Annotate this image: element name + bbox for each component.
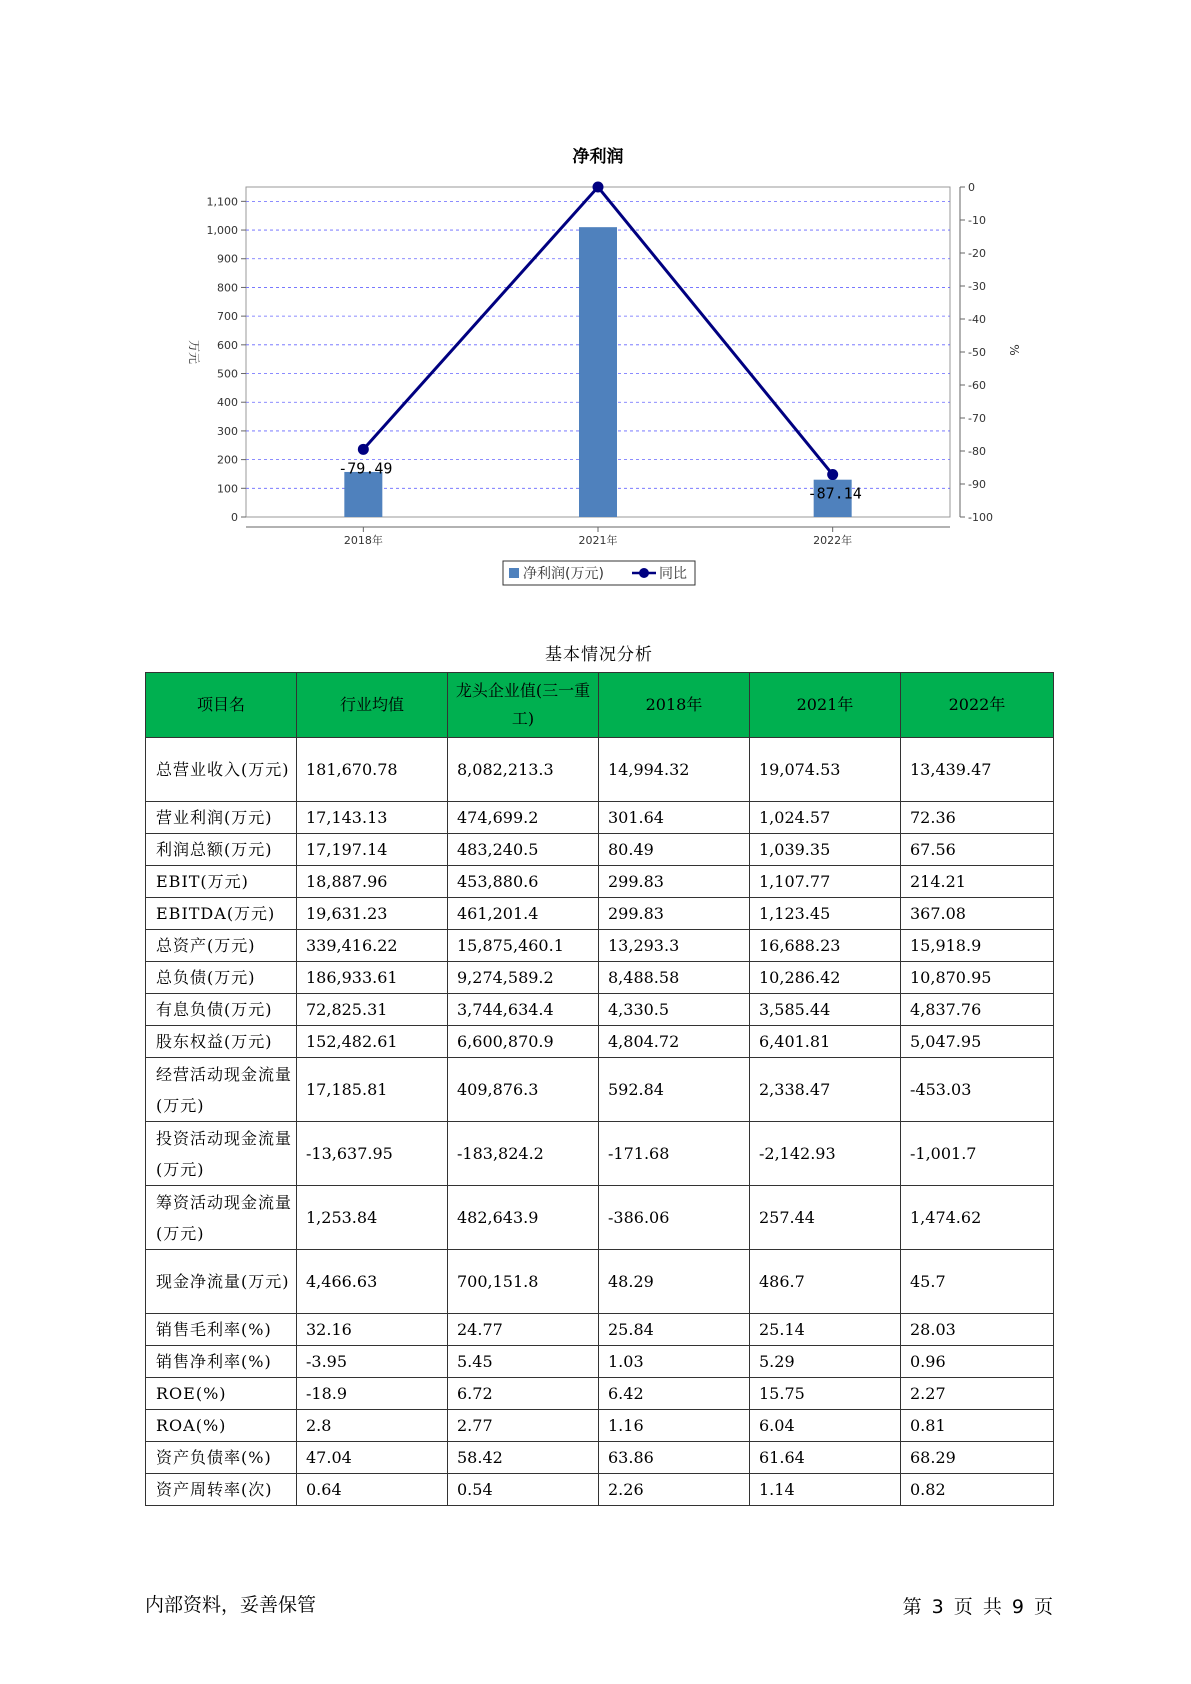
row-name-cell: 有息负债(万元) xyxy=(146,994,297,1026)
row-name-cell: 总营业收入(万元) xyxy=(146,738,297,802)
right-tick-label: -70 xyxy=(968,412,986,425)
value-cell: 1.03 xyxy=(599,1346,750,1378)
value-cell: 10,870.95 xyxy=(901,962,1054,994)
header-leader-value: 龙头企业值(三一重工) xyxy=(448,673,599,738)
value-cell: 4,466.63 xyxy=(297,1250,448,1314)
left-tick-label: 800 xyxy=(217,281,238,295)
value-cell: 1,024.57 xyxy=(750,802,901,834)
value-cell: 4,804.72 xyxy=(599,1026,750,1058)
chart-canvas xyxy=(0,0,1191,600)
value-cell: 28.03 xyxy=(901,1314,1054,1346)
value-cell: 257.44 xyxy=(750,1186,901,1250)
table-row xyxy=(146,898,1054,930)
value-cell: 25.84 xyxy=(599,1314,750,1346)
value-cell: 5.45 xyxy=(448,1346,599,1378)
value-cell: 9,274,589.2 xyxy=(448,962,599,994)
row-name-cell: 营业利润(万元) xyxy=(146,802,297,834)
value-cell: 339,416.22 xyxy=(297,930,448,962)
value-cell: 6.72 xyxy=(448,1378,599,1410)
value-cell: 299.83 xyxy=(599,898,750,930)
value-cell: 3,744,634.4 xyxy=(448,994,599,1026)
yoy-point xyxy=(827,469,838,480)
row-name-cell: 股东权益(万元) xyxy=(146,1026,297,1058)
value-cell: -453.03 xyxy=(901,1058,1054,1122)
value-cell: 18,887.96 xyxy=(297,866,448,898)
right-tick-label: -80 xyxy=(968,445,986,458)
left-tick-label: 0 xyxy=(231,511,238,524)
value-cell: 2.27 xyxy=(901,1378,1054,1410)
row-name-cell: 销售毛利率(%) xyxy=(146,1314,297,1346)
value-cell: -2,142.93 xyxy=(750,1122,901,1186)
table-row xyxy=(146,1026,1054,1058)
row-name-cell: 资产周转率(次) xyxy=(146,1474,297,1506)
table-row xyxy=(146,930,1054,962)
value-cell: 17,197.14 xyxy=(297,834,448,866)
value-cell: 592.84 xyxy=(599,1058,750,1122)
footer-confidential-note: 内部资料，妥善保管 xyxy=(145,1594,317,1616)
value-cell: 14,994.32 xyxy=(599,738,750,802)
value-cell: 482,643.9 xyxy=(448,1186,599,1250)
value-cell: 1,474.62 xyxy=(901,1186,1054,1250)
value-cell: 8,082,213.3 xyxy=(448,738,599,802)
value-cell: 47.04 xyxy=(297,1442,448,1474)
legend-bar-label: 净利润(万元) xyxy=(523,566,604,582)
header-2022: 2022年 xyxy=(901,673,1054,738)
value-cell: 19,074.53 xyxy=(750,738,901,802)
value-cell: 367.08 xyxy=(901,898,1054,930)
row-name-cell: 总负债(万元) xyxy=(146,962,297,994)
value-cell: 13,293.3 xyxy=(599,930,750,962)
table-row xyxy=(146,1346,1054,1378)
header-industry-avg: 行业均值 xyxy=(297,673,448,738)
value-cell: 152,482.61 xyxy=(297,1026,448,1058)
table-caption: 基本情况分析 xyxy=(545,645,653,665)
legend-line-marker xyxy=(639,568,649,578)
value-cell: 301.64 xyxy=(599,802,750,834)
table-row xyxy=(146,1442,1054,1474)
value-cell: 6,600,870.9 xyxy=(448,1026,599,1058)
value-cell: 461,201.4 xyxy=(448,898,599,930)
table-row xyxy=(146,802,1054,834)
left-tick-label: 1,100 xyxy=(206,195,238,209)
value-cell: 17,185.81 xyxy=(297,1058,448,1122)
value-cell: 486.7 xyxy=(750,1250,901,1314)
value-cell: 1,123.45 xyxy=(750,898,901,930)
value-cell: -386.06 xyxy=(599,1186,750,1250)
right-tick-label: 0 xyxy=(968,181,975,194)
value-cell: 1,107.77 xyxy=(750,866,901,898)
value-cell: 2.77 xyxy=(448,1410,599,1442)
right-tick-label: -90 xyxy=(968,478,986,491)
value-cell: -13,637.95 xyxy=(297,1122,448,1186)
header-item-name: 项目名 xyxy=(146,673,297,738)
right-tick-label: -30 xyxy=(968,280,986,293)
value-cell: 2,338.47 xyxy=(750,1058,901,1122)
value-cell: 0.64 xyxy=(297,1474,448,1506)
right-tick-label: -10 xyxy=(968,214,986,227)
table-row xyxy=(146,834,1054,866)
value-cell: 0.81 xyxy=(901,1410,1054,1442)
value-cell: 409,876.3 xyxy=(448,1058,599,1122)
value-cell: 1.16 xyxy=(599,1410,750,1442)
table-row xyxy=(146,1122,1054,1186)
value-cell: 15.75 xyxy=(750,1378,901,1410)
right-tick-label: -50 xyxy=(968,346,986,359)
value-cell: 1,253.84 xyxy=(297,1186,448,1250)
value-cell: 181,670.78 xyxy=(297,738,448,802)
left-tick-label: 1,000 xyxy=(206,224,238,238)
value-cell: 6,401.81 xyxy=(750,1026,901,1058)
x-tick-label: 2022年 xyxy=(813,534,853,547)
row-name-cell: 资产负债率(%) xyxy=(146,1442,297,1474)
table-row xyxy=(146,1474,1054,1506)
y-axis-title: 万元 xyxy=(187,339,201,365)
yoy-point xyxy=(358,444,369,455)
header-2021: 2021年 xyxy=(750,673,901,738)
left-tick-label: 300 xyxy=(217,424,238,438)
table-header-row xyxy=(146,673,1054,738)
table-row xyxy=(146,1186,1054,1250)
row-name-cell: EBIT(万元) xyxy=(146,866,297,898)
value-cell: 32.16 xyxy=(297,1314,448,1346)
value-cell: 0.82 xyxy=(901,1474,1054,1506)
table-row xyxy=(146,962,1054,994)
value-cell: -3.95 xyxy=(297,1346,448,1378)
bar xyxy=(344,472,382,517)
row-name-cell: 总资产(万元) xyxy=(146,930,297,962)
value-cell: 6.04 xyxy=(750,1410,901,1442)
table-row xyxy=(146,1314,1054,1346)
value-cell: 2.8 xyxy=(297,1410,448,1442)
y2-axis-title: % xyxy=(1007,344,1021,356)
value-cell: 3,585.44 xyxy=(750,994,901,1026)
legend-bar-swatch xyxy=(509,568,519,578)
yoy-point xyxy=(593,182,604,193)
value-cell: 5.29 xyxy=(750,1346,901,1378)
value-cell: 25.14 xyxy=(750,1314,901,1346)
value-cell: 2.26 xyxy=(599,1474,750,1506)
left-tick-label: 500 xyxy=(217,367,238,381)
value-cell: 1.14 xyxy=(750,1474,901,1506)
data-label: -79.49 xyxy=(338,459,393,478)
value-cell: 453,880.6 xyxy=(448,866,599,898)
right-tick-label: -40 xyxy=(968,313,986,326)
header-2018: 2018年 xyxy=(599,673,750,738)
value-cell: 24.77 xyxy=(448,1314,599,1346)
table-row xyxy=(146,994,1054,1026)
value-cell: 8,488.58 xyxy=(599,962,750,994)
bar xyxy=(579,227,617,517)
value-cell: 17,143.13 xyxy=(297,802,448,834)
left-tick-label: 700 xyxy=(217,310,238,324)
value-cell: 15,918.9 xyxy=(901,930,1054,962)
value-cell: 67.56 xyxy=(901,834,1054,866)
basic-analysis-table xyxy=(145,672,1054,1506)
value-cell: 1,039.35 xyxy=(750,834,901,866)
value-cell: 4,837.76 xyxy=(901,994,1054,1026)
row-name-cell: 销售净利率(%) xyxy=(146,1346,297,1378)
table-row xyxy=(146,1378,1054,1410)
row-name-cell: 利润总额(万元) xyxy=(146,834,297,866)
row-name-cell: 投资活动现金流量(万元) xyxy=(146,1122,297,1186)
row-name-cell: 经营活动现金流量(万元) xyxy=(146,1058,297,1122)
table-row xyxy=(146,1410,1054,1442)
data-label: -87.14 xyxy=(807,484,862,503)
value-cell: 63.86 xyxy=(599,1442,750,1474)
left-tick-label: 900 xyxy=(217,252,238,266)
value-cell: 0.96 xyxy=(901,1346,1054,1378)
value-cell: -1,001.7 xyxy=(901,1122,1054,1186)
value-cell: 72,825.31 xyxy=(297,994,448,1026)
value-cell: 68.29 xyxy=(901,1442,1054,1474)
value-cell: 700,151.8 xyxy=(448,1250,599,1314)
value-cell: 19,631.23 xyxy=(297,898,448,930)
value-cell: 474,699.2 xyxy=(448,802,599,834)
value-cell: 16,688.23 xyxy=(750,930,901,962)
value-cell: 61.64 xyxy=(750,1442,901,1474)
value-cell: 15,875,460.1 xyxy=(448,930,599,962)
value-cell: 5,047.95 xyxy=(901,1026,1054,1058)
left-tick-label: 200 xyxy=(217,453,238,467)
table-row xyxy=(146,738,1054,802)
table-row xyxy=(146,1058,1054,1122)
row-name-cell: ROA(%) xyxy=(146,1410,297,1442)
value-cell: 13,439.47 xyxy=(901,738,1054,802)
row-name-cell: 现金净流量(万元) xyxy=(146,1250,297,1314)
row-name-cell: EBITDA(万元) xyxy=(146,898,297,930)
table-row xyxy=(146,866,1054,898)
value-cell: 48.29 xyxy=(599,1250,750,1314)
value-cell: 4,330.5 xyxy=(599,994,750,1026)
value-cell: 0.54 xyxy=(448,1474,599,1506)
left-tick-label: 100 xyxy=(217,482,238,496)
left-tick-label: 400 xyxy=(217,396,238,410)
value-cell: 72.36 xyxy=(901,802,1054,834)
value-cell: 6.42 xyxy=(599,1378,750,1410)
row-name-cell: 筹资活动现金流量(万元) xyxy=(146,1186,297,1250)
right-tick-label: -20 xyxy=(968,247,986,260)
right-tick-label: -100 xyxy=(968,511,993,524)
value-cell: -18.9 xyxy=(297,1378,448,1410)
value-cell: 80.49 xyxy=(599,834,750,866)
value-cell: 483,240.5 xyxy=(448,834,599,866)
chart-title: 净利润 xyxy=(572,147,624,167)
value-cell: 214.21 xyxy=(901,866,1054,898)
value-cell: 45.7 xyxy=(901,1250,1054,1314)
legend-line-label: 同比 xyxy=(659,566,687,582)
row-name-cell: ROE(%) xyxy=(146,1378,297,1410)
footer-page-number: 第 3 页 共 9 页 xyxy=(902,1596,1053,1618)
value-cell: 58.42 xyxy=(448,1442,599,1474)
table-row xyxy=(146,1250,1054,1314)
net-profit-chart xyxy=(0,0,1191,600)
x-tick-label: 2021年 xyxy=(578,534,618,547)
value-cell: 10,286.42 xyxy=(750,962,901,994)
value-cell: -183,824.2 xyxy=(448,1122,599,1186)
right-tick-label: -60 xyxy=(968,379,986,392)
value-cell: 299.83 xyxy=(599,866,750,898)
value-cell: 186,933.61 xyxy=(297,962,448,994)
x-tick-label: 2018年 xyxy=(343,534,383,547)
value-cell: -171.68 xyxy=(599,1122,750,1186)
left-tick-label: 600 xyxy=(217,338,238,352)
